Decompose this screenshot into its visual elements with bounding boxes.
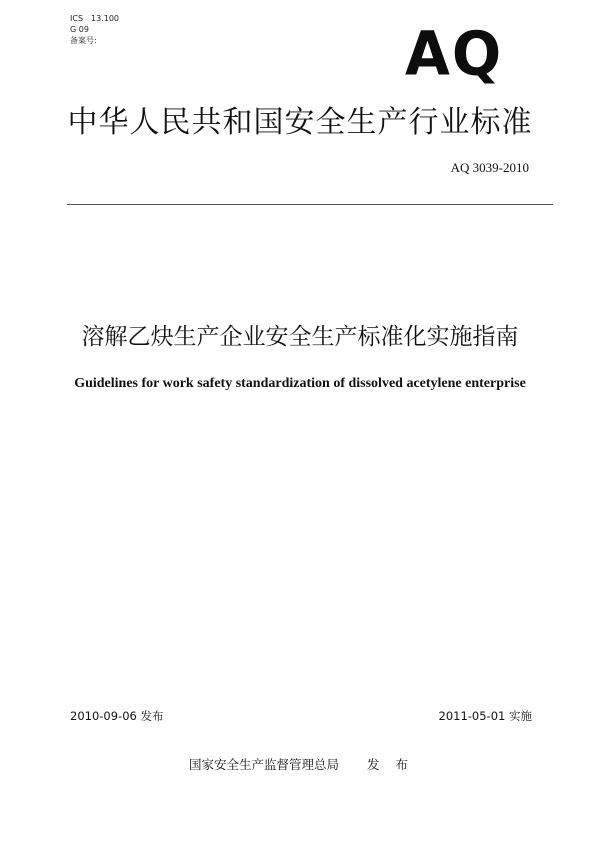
document-title-english: Guidelines for work safety standardization of dissolved acetylene enterprise (74, 376, 526, 391)
standard-series-title: 中华人民共和国安全生产行业标准 (67, 105, 533, 140)
ccs-code: G 09 (70, 25, 89, 34)
ics-label: ICS (70, 14, 84, 23)
effective-date: 2011-05-01 实施 (438, 709, 532, 723)
classification-block (70, 13, 119, 46)
document-title-chinese: 溶解乙炔生产企业安全生产标准化实施指南 (81, 324, 519, 350)
ics-line (70, 13, 119, 24)
issuing-authority: 国家安全生产监督管理总局 (189, 757, 340, 772)
standard-number: AQ 3039-2010 (450, 160, 529, 175)
ics-code: 13.100 (91, 14, 120, 23)
issue-date: 2010-09-06 发布 (70, 709, 164, 723)
aq-logo: AQ (405, 17, 504, 90)
filing-number-label: 备案号: (70, 36, 97, 45)
header-divider (67, 204, 553, 205)
issue-action: 发 布 (367, 757, 414, 772)
issuing-authority-line (189, 755, 414, 773)
